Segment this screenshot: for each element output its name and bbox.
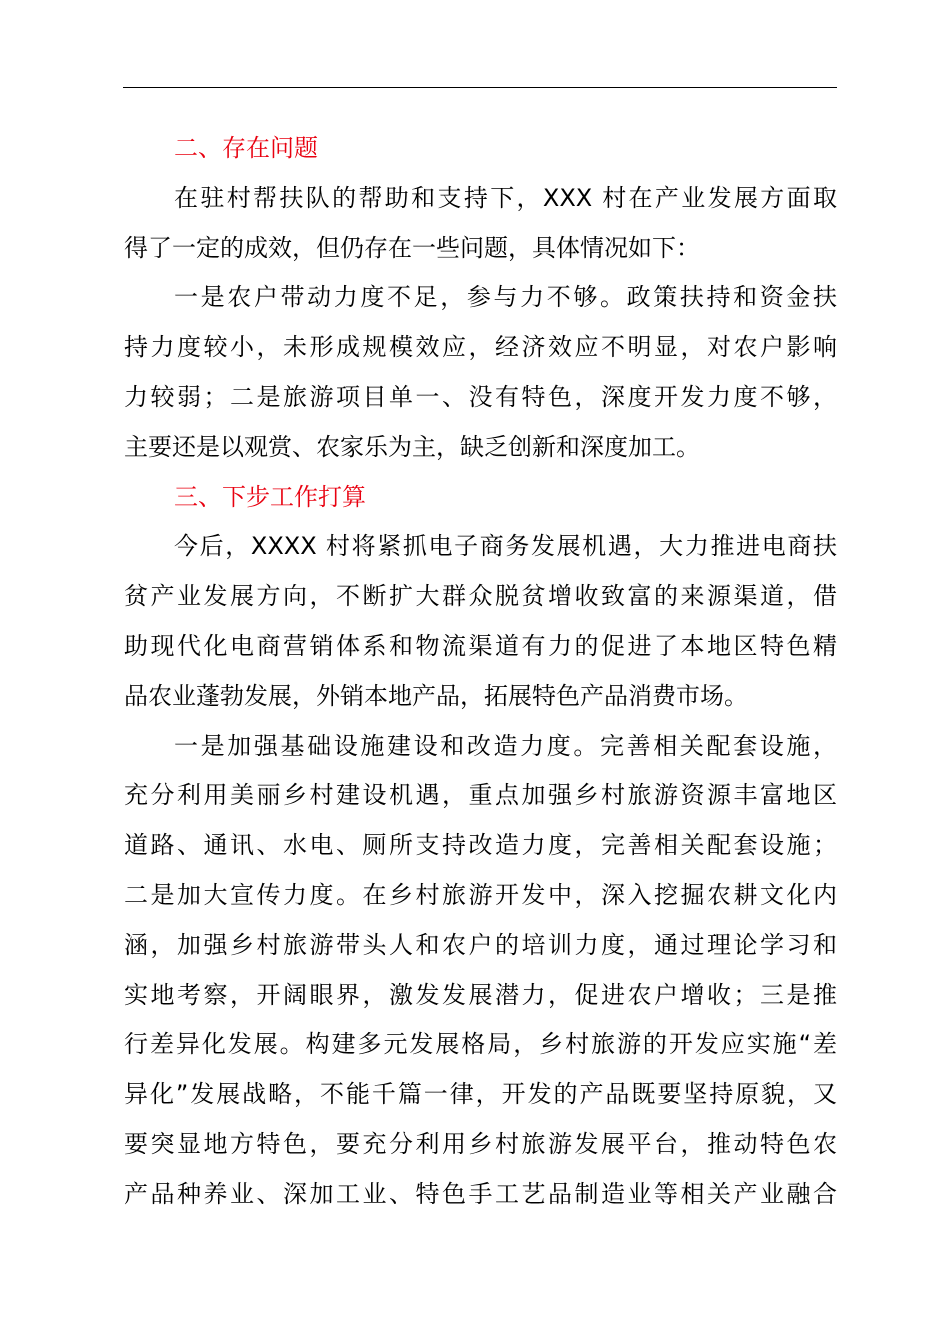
text-line: 得了一定的成效，但仍存在一些问题，具体情况如下： [124, 233, 700, 262]
paragraph-next-steps-detail [124, 722, 837, 1220]
text-line: 涵，加强乡村旅游带头人和农户的培训力度，通过理论学习和 [124, 930, 837, 959]
header-rule [123, 87, 837, 88]
text-line: 二是加大宣传力度。在乡村旅游开发中，深入挖掘农耕文化内 [124, 880, 837, 909]
text-line: 助现代化电商营销体系和物流渠道有力的促进了本地区特色精 [124, 631, 837, 660]
text-line: 充分利用美丽乡村建设机遇，重点加强乡村旅游资源丰富地区 [124, 781, 837, 810]
paragraph-problems-intro [124, 174, 837, 274]
text-line: 今后，XXXX 村将紧抓电子商务发展机遇，大力推进电商扶 [174, 532, 837, 561]
text-line: 力较弱；二是旅游项目单一、没有特色，深度开发力度不够， [124, 382, 837, 411]
text-line: 一是农户带动力度不足，参与力不够。政策扶持和资金扶 [174, 283, 837, 312]
paragraph-problems-detail [124, 273, 837, 472]
text-line: 产品种养业、深加工业、特色手工艺品制造业等相关产业融合 [124, 1179, 837, 1208]
text-line: 贫产业发展方向，不断扩大群众脱贫增收致富的来源渠道，借 [124, 582, 837, 611]
text-line: 在驻村帮扶队的帮助和支持下，XXX 村在产业发展方面取 [174, 183, 837, 212]
paragraph-next-steps-intro [124, 522, 837, 721]
text-line: 要突显地方特色，要充分利用乡村旅游发展平台，推动特色农 [124, 1129, 837, 1158]
text-line: 持力度较小，未形成规模效应，经济效应不明显，对农户影响 [124, 333, 837, 362]
text-line: 道路、通讯、水电、厕所支持改造力度，完善相关配套设施； [124, 831, 837, 860]
document-body [124, 124, 837, 1220]
text-line: 品农业蓬勃发展，外销本地产品，拓展特色产品消费市场。 [124, 681, 748, 710]
text-line: 主要还是以观赏、农家乐为主，缺乏创新和深度加工。 [124, 432, 700, 461]
text-line: 实地考察，开阔眼界，激发发展潜力，促进农户增收；三是推 [124, 980, 837, 1009]
text-line: 一是加强基础设施建设和改造力度。完善相关配套设施， [174, 731, 837, 760]
section-heading-problems: 二、存在问题 [174, 134, 318, 162]
text-line: 行差异化发展。构建多元发展格局，乡村旅游的开发应实施“差 [124, 1030, 837, 1059]
section-heading-next-steps: 三、下步工作打算 [174, 482, 366, 511]
text-line: 异化”发展战略，不能千篇一律，开发的产品既要坚持原貌，又 [124, 1080, 837, 1109]
